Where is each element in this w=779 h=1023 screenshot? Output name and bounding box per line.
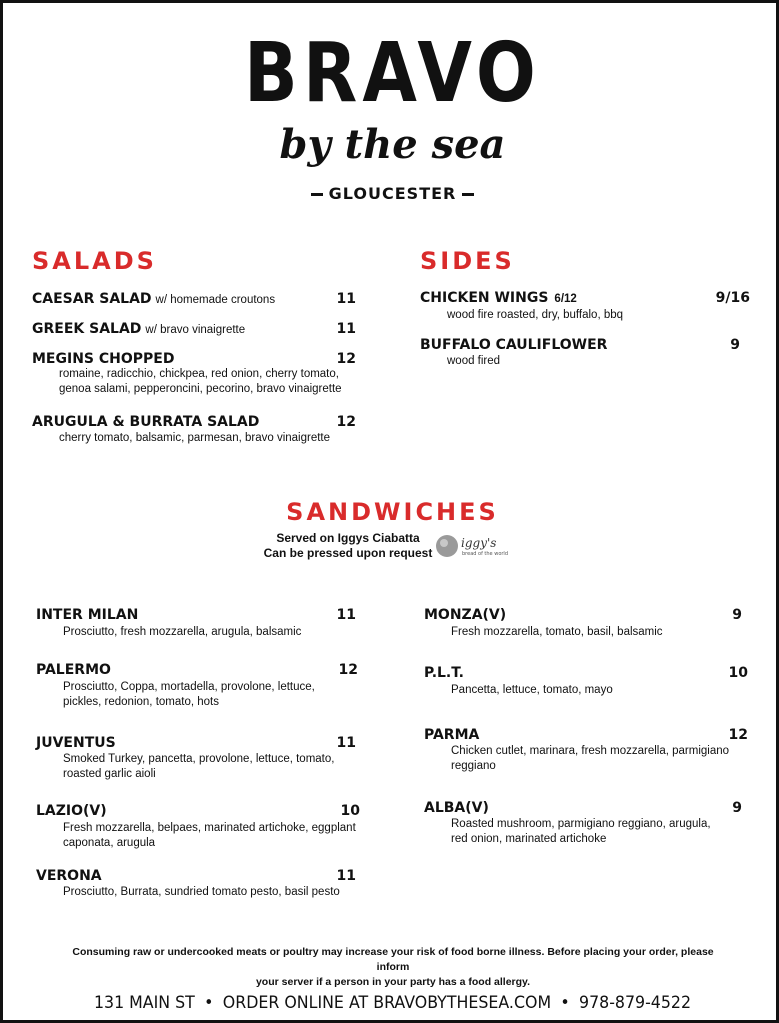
- sandwich-description: Prosciutto, Burrata, sundried tomato pesto, basil pesto: [63, 886, 340, 898]
- sandwich-price: 11: [336, 607, 356, 623]
- salad-name: MEGINS CHOPPED: [32, 351, 175, 367]
- salad-description: cherry tomato, balsamic, parmesan, bravo vinaigrette: [59, 432, 331, 444]
- iggys-bakery-logo: [434, 533, 514, 559]
- sandwich-description: Roasted mushroom, parmigiano reggiano, arugula,: [451, 818, 711, 830]
- sandwich-description: Chicken cutlet, marinara, fresh mozzarella, parmigiano: [451, 745, 730, 757]
- salad-item-name: [32, 290, 275, 309]
- salad-price: 11: [336, 291, 356, 307]
- served-line-2: Can be pressed upon request: [263, 546, 433, 560]
- salad-price: 11: [336, 321, 356, 337]
- sandwich-description: Fresh mozzarella, tomato, basil, balsamic: [451, 626, 663, 638]
- sandwich-price: 12: [338, 662, 358, 678]
- sandwiches-served-note: [3, 531, 693, 561]
- location-label: [3, 183, 779, 205]
- salad-note: w/ bravo vinaigrette: [145, 324, 246, 336]
- sandwich-description: pickles, redonion, tomato, hots: [63, 696, 219, 708]
- sandwich-description: Prosciutto, fresh mozzarella, arugula, balsamic: [63, 626, 302, 638]
- sandwich-description: Smoked Turkey, pancetta, provolone, lettuce, tomato,: [63, 753, 335, 765]
- sandwich-name: VERONA: [36, 868, 102, 884]
- sandwich-name: PALERMO: [36, 662, 111, 678]
- iggys-logo-sub: bread of the world: [462, 551, 508, 557]
- sandwich-description: red onion, marinated artichoke: [451, 833, 607, 845]
- side-name: BUFFALO CAULIFLOWER: [420, 337, 608, 353]
- footer-order-online[interactable]: ORDER ONLINE AT BRAVOBYTHESEA.COM: [222, 993, 552, 1013]
- footer-bullet: •: [560, 993, 570, 1013]
- sandwich-description: reggiano: [451, 760, 496, 772]
- salad-description: romaine, radicchio, chickpea, red onion, cherry tomato,: [59, 368, 339, 380]
- sandwich-price: 11: [336, 735, 356, 751]
- brand-tagline: by the sea: [279, 121, 506, 168]
- side-price: 9/16: [715, 290, 750, 306]
- iggys-logo-icon: [434, 533, 514, 559]
- footer-phone[interactable]: 978-879-4522: [579, 993, 692, 1013]
- sandwich-description: Prosciutto, Coppa, mortadella, provolone, lettuce,: [63, 681, 315, 693]
- salad-price: 12: [336, 414, 356, 430]
- sandwich-description: caponata, arugula: [63, 837, 156, 849]
- sandwiches-heading: SANDWICHES: [286, 498, 499, 526]
- sandwich-description: Fresh mozzarella, belpaes, marinated artichoke, eggplant: [63, 822, 356, 834]
- sandwich-name: LAZIO(V): [36, 803, 107, 819]
- sandwich-price: 9: [732, 800, 742, 816]
- sandwich-name: MONZA(V): [424, 607, 507, 623]
- salad-price: 12: [336, 351, 356, 367]
- sandwich-name: P.L.T.: [424, 665, 464, 681]
- served-line-1: Served on Iggys Ciabatta: [276, 531, 420, 545]
- sandwich-price: 12: [728, 727, 748, 743]
- side-description: wood fired: [447, 355, 501, 367]
- location-dash-right: [462, 193, 474, 196]
- footer-bullet: •: [204, 993, 214, 1013]
- sides-heading: SIDES: [420, 247, 515, 275]
- sandwich-price: 9: [732, 607, 742, 623]
- location-text: GLOUCESTER: [328, 184, 457, 203]
- sandwich-description: roasted garlic aioli: [63, 768, 156, 780]
- location-dash-left: [311, 193, 323, 196]
- salad-note: w/ homemade croutons: [155, 294, 276, 306]
- sandwich-name: JUVENTUS: [36, 735, 116, 751]
- brand-logo-wordmark: BRAVO: [244, 26, 541, 121]
- sandwich-price: 10: [728, 665, 748, 681]
- sandwich-name: ALBA(V): [424, 800, 489, 816]
- sandwich-description: Pancetta, lettuce, tomato, mayo: [451, 684, 613, 696]
- side-size-options: 6/12: [554, 293, 577, 305]
- salad-description: genoa salami, pepperoncini, pecorino, bravo vinaigrette: [59, 383, 342, 395]
- allergy-disclaimer: [63, 945, 723, 990]
- footer-contact-bar: [47, 991, 738, 1015]
- side-price: 9: [730, 337, 740, 353]
- disclaimer-line-1: Consuming raw or undercooked meats or poultry may increase your risk of food borne illness. Before placing your order, please inform: [72, 946, 714, 973]
- sandwich-name: PARMA: [424, 727, 480, 743]
- footer-address: 131 MAIN ST: [93, 993, 195, 1013]
- sandwich-price: 11: [336, 868, 356, 884]
- iggys-logo-text: iggy's: [461, 536, 497, 550]
- sandwich-price: 10: [340, 803, 360, 819]
- salad-name: CAESAR SALAD: [32, 291, 152, 307]
- side-description: wood fire roasted, dry, buffalo, bbq: [447, 309, 624, 321]
- side-name: CHICKEN WINGS: [420, 290, 549, 306]
- disclaimer-line-2: your server if a person in your party has a food allergy.: [255, 976, 531, 988]
- salad-name: ARUGULA & BURRATA SALAD: [32, 414, 260, 430]
- salad-item-name: [32, 320, 245, 339]
- side-item-name: [420, 289, 577, 308]
- sandwich-name: INTER MILAN: [36, 607, 139, 623]
- salad-name: GREEK SALAD: [32, 321, 142, 337]
- salads-heading: SALADS: [32, 247, 157, 275]
